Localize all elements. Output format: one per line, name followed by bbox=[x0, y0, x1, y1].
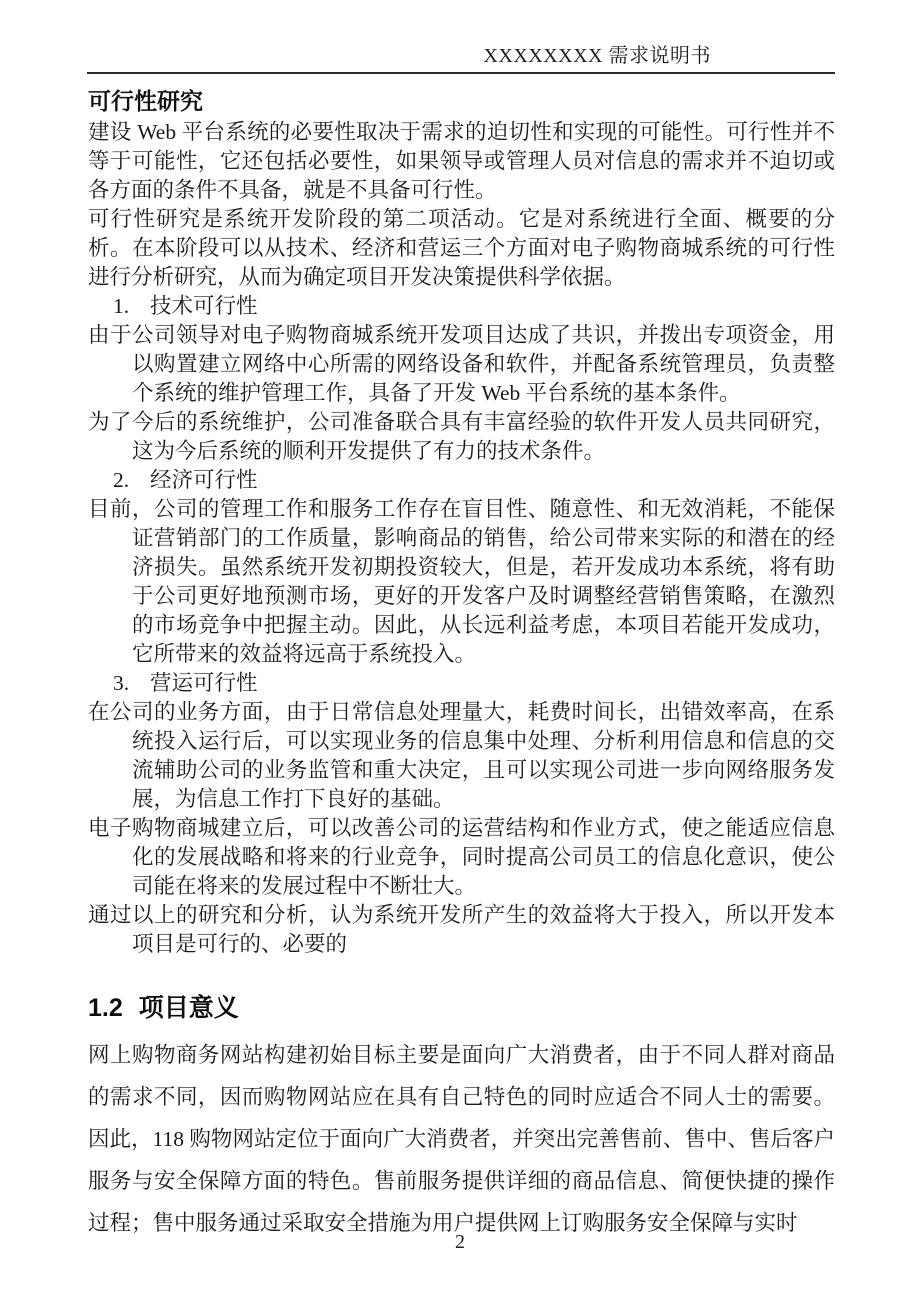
list-item-technical-feasibility bbox=[113, 292, 835, 321]
section-heading-project-significance bbox=[88, 992, 835, 1024]
page-header bbox=[87, 0, 835, 74]
list-item-number: 1. bbox=[113, 294, 130, 318]
paragraph-conclusion: 通过以上的研究和分析，认为系统开发所产生的效益将大于投入，所以开发本项目是可行的、必要的 bbox=[88, 903, 835, 956]
paragraph-project-significance: 网上购物商务网站构建初始目标主要是面向广大消费者，由于不同人群对商品的需求不同，因而购物网站应在具有自己特色的同时应适合不同人士的需要。因此，118 购物网站定位于面向广大消费者，并突出完善售前、售中、售后客户服务与安全保障方面的特色。售前服务提供详细的商品信息、简便快捷的操作过程；售中服务通过采取安全措施为用户提供网上订购服务安全保障与实时 bbox=[88, 1043, 835, 1235]
paragraph-intro-2: 可行性研究是系统开发阶段的第二项活动。它是对系统进行全面、概要的分析。在本阶段可以从技术、经济和营运三个方面对电子购物商城系统的可行性进行分析研究，从而为确定项目开发决策提供科学依据。 bbox=[88, 207, 835, 289]
document-body bbox=[88, 86, 835, 1244]
document-header-title: XXXXXXXX 需求说明书 bbox=[483, 45, 711, 67]
list-item-title: 营运可行性 bbox=[150, 671, 258, 695]
paragraph-operational-2: 电子购物商城建立后，可以改善公司的运营结构和作业方式，使之能适应信息化的发展战略和将来的行业竞争，同时提高公司员工的信息化意识，使公司能在将来的发展过程中不断壮大。 bbox=[88, 816, 835, 898]
page-number: 2 bbox=[455, 1231, 465, 1253]
section-number: 1.2 bbox=[88, 994, 123, 1022]
paragraph-technical-1: 由于公司领导对电子购物商城系统开发项目达成了共识，并拨出专项资金，用以购置建立网络中心所需的网络设备和软件，并配备系统管理员，负责整个系统的维护管理工作，具备了开发 Web 平台系统的基本条件。 bbox=[88, 323, 835, 405]
paragraph-technical-2: 为了今后的系统维护，公司准备联合具有丰富经验的软件开发人员共同研究，这为今后系统的顺利开发提供了有力的技术条件。 bbox=[88, 410, 835, 463]
list-item-economic-feasibility bbox=[113, 466, 835, 495]
list-item-title: 经济可行性 bbox=[150, 468, 258, 492]
paragraph-operational-1: 在公司的业务方面，由于日常信息处理量大，耗费时间长，出错效率高，在系统投入运行后，可以实现业务的信息集中处理、分析利用信息和信息的交流辅助公司的业务监管和重大决定，且可以实现公司进一步向网络服务发展，为信息工作打下良好的基础。 bbox=[88, 700, 835, 811]
section-heading-feasibility: 可行性研究 bbox=[88, 88, 203, 114]
paragraph-economic-1: 目前，公司的管理工作和服务工作存在盲目性、随意性、和无效消耗，不能保证营销部门的工作质量，影响商品的销售，给公司带来实际的和潜在的经济损失。虽然系统开发初期投资较大，但是，若开发成功本系统，将有助于公司更好地预测市场，更好的开发客户及时调整经营销售策略，在激烈的市场竞争中把握主动。因此，从长远利益考虑，本项目若能开发成功，它所带来的效益将远高于系统投入。 bbox=[88, 497, 835, 666]
list-item-number: 3. bbox=[113, 671, 130, 695]
paragraph-intro-1: 建设 Web 平台系统的必要性取决于需求的迫切性和实现的可能性。可行性并不等于可能性，它还包括必要性，如果领导或管理人员对信息的需求并不迫切或各方面的条件不具备，就是不具备可行性。 bbox=[88, 120, 835, 202]
section-title: 项目意义 bbox=[138, 994, 239, 1022]
list-item-operational-feasibility bbox=[113, 669, 835, 698]
list-item-number: 2. bbox=[113, 468, 130, 492]
list-item-title: 技术可行性 bbox=[150, 294, 258, 318]
page-footer bbox=[0, 1230, 920, 1254]
